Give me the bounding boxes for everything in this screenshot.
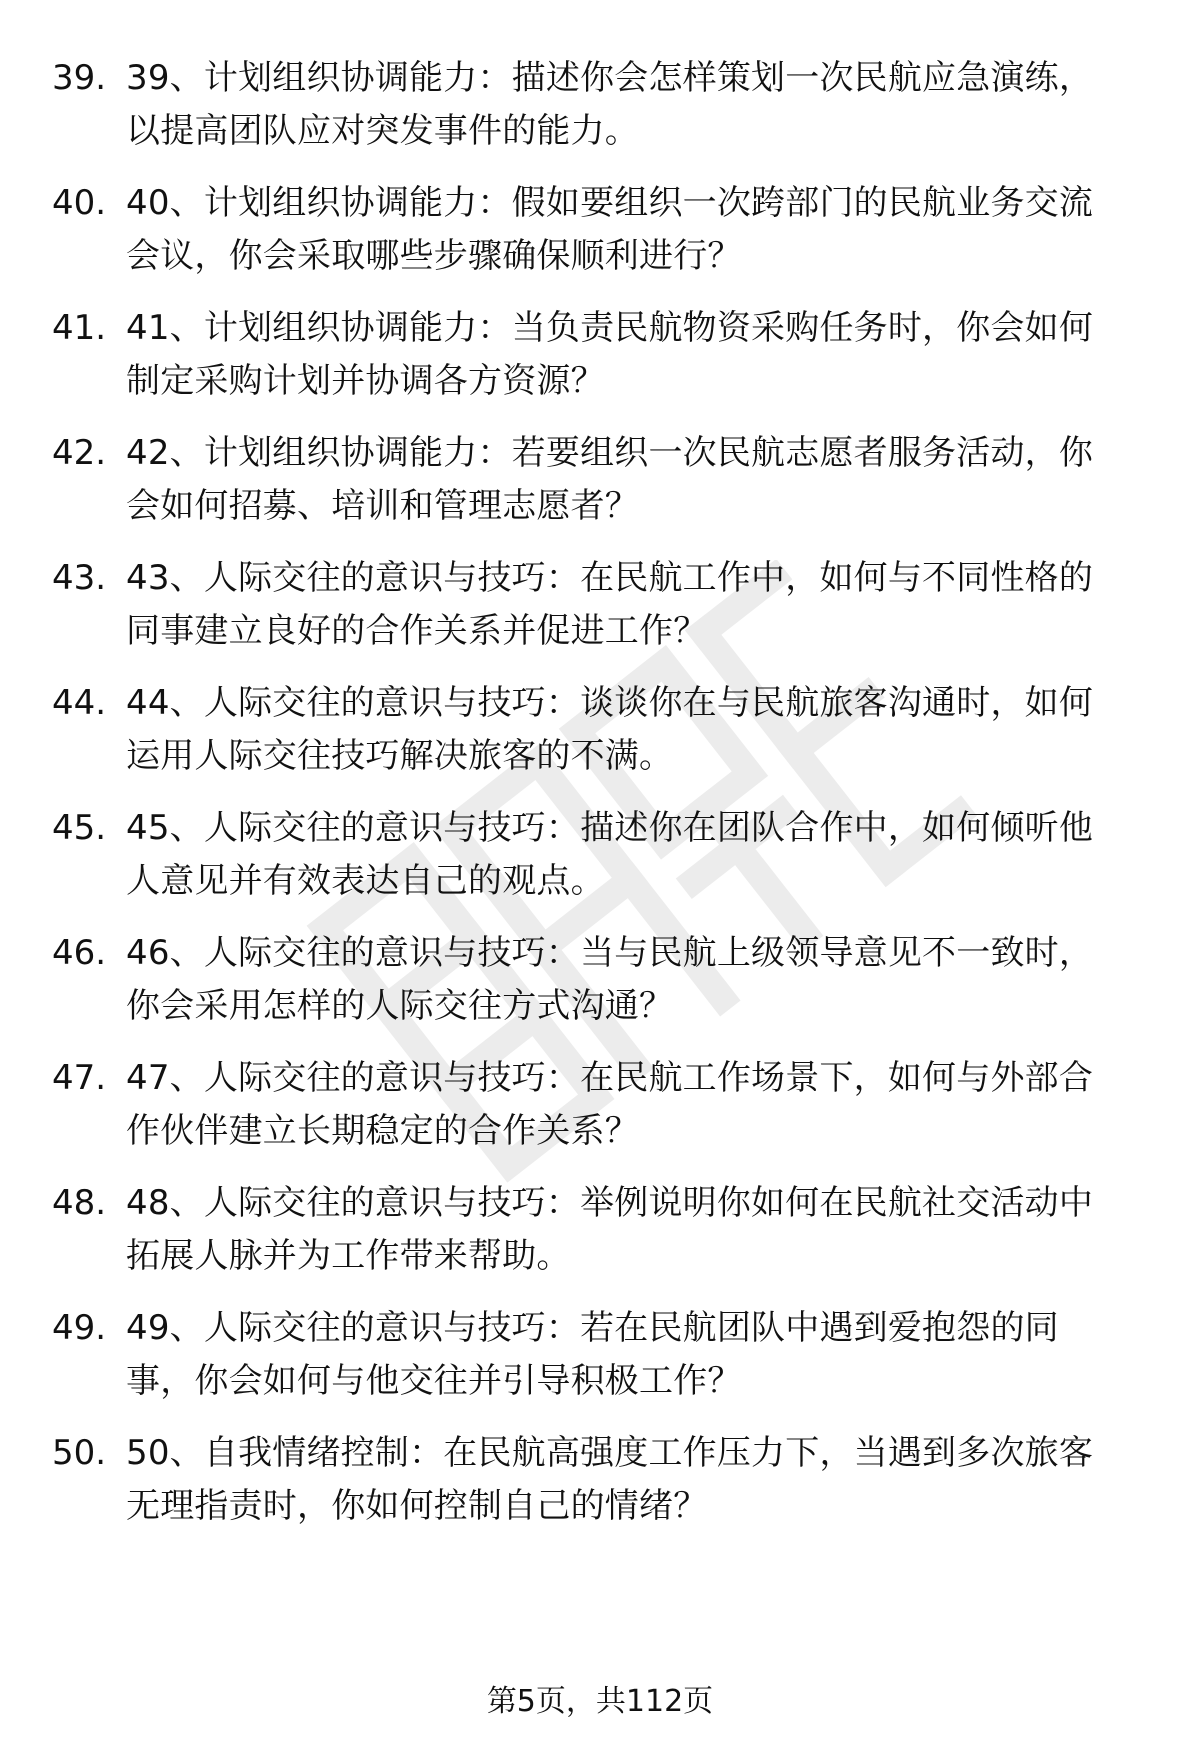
question-text	[126, 552, 1156, 658]
list-item	[0, 1052, 1200, 1177]
question-number: 39.	[52, 58, 107, 98]
question-number: 50.	[52, 1433, 107, 1473]
list-item	[0, 1427, 1200, 1552]
question-line: 运用人际交往技巧解决旅客的不满。	[126, 736, 674, 776]
question-line: 44、人际交往的意识与技巧：谈谈你在与民航旅客沟通时，如何	[126, 683, 1094, 723]
question-line: 会如何招募、培训和管理志愿者？	[126, 486, 639, 526]
question-line: 事，你会如何与他交往并引导积极工作？	[126, 1361, 742, 1401]
question-line: 46、人际交往的意识与技巧：当与民航上级领导意见不一致时，	[126, 933, 1094, 973]
question-number: 42.	[52, 433, 107, 473]
question-line: 50、自我情绪控制：在民航高强度工作压力下，当遇到多次旅客	[126, 1433, 1094, 1473]
question-text	[126, 1177, 1156, 1283]
question-text	[126, 802, 1156, 908]
question-text	[126, 1302, 1156, 1408]
question-text	[126, 302, 1156, 408]
question-line: 人意见并有效表达自己的观点。	[126, 861, 605, 901]
list-item	[0, 1302, 1200, 1427]
page-footer: 第5页，共112页	[486, 1684, 714, 1719]
question-line: 拓展人脉并为工作带来帮助。	[126, 1236, 571, 1276]
question-text	[126, 1052, 1156, 1158]
question-number: 48.	[52, 1183, 107, 1223]
question-line: 你会采用怎样的人际交往方式沟通？	[126, 986, 674, 1026]
question-text	[126, 177, 1156, 283]
question-line: 49、人际交往的意识与技巧：若在民航团队中遇到爱抱怨的同	[126, 1308, 1059, 1348]
list-item	[0, 177, 1200, 302]
question-number: 47.	[52, 1058, 107, 1098]
list-item	[0, 552, 1200, 677]
question-line: 45、人际交往的意识与技巧：描述你在团队合作中，如何倾听他	[126, 808, 1094, 848]
question-line: 41、计划组织协调能力：当负责民航物资采购任务时，你会如何	[126, 308, 1094, 348]
question-line: 40、计划组织协调能力：假如要组织一次跨部门的民航业务交流	[126, 183, 1094, 223]
list-item	[0, 802, 1200, 927]
question-text	[126, 427, 1156, 533]
question-number: 44.	[52, 683, 107, 723]
question-number: 46.	[52, 933, 107, 973]
list-item	[0, 302, 1200, 427]
question-line: 42、计划组织协调能力：若要组织一次民航志愿者服务活动，你	[126, 433, 1094, 473]
question-line: 以提高团队应对突发事件的能力。	[126, 111, 639, 151]
question-text	[126, 1427, 1156, 1533]
list-item	[0, 52, 1200, 177]
question-line: 同事建立良好的合作关系并促进工作？	[126, 611, 708, 651]
question-line: 制定采购计划并协调各方资源？	[126, 361, 605, 401]
list-item	[0, 677, 1200, 802]
question-list	[0, 52, 1200, 1552]
question-number: 40.	[52, 183, 107, 223]
question-line: 作伙伴建立长期稳定的合作关系？	[126, 1111, 639, 1151]
question-number: 41.	[52, 308, 107, 348]
question-line: 无理指责时，你如何控制自己的情绪？	[126, 1486, 708, 1526]
question-text	[126, 927, 1156, 1033]
question-number: 43.	[52, 558, 107, 598]
list-item	[0, 427, 1200, 552]
question-text	[126, 52, 1156, 158]
question-text	[126, 677, 1156, 783]
question-line: 39、计划组织协调能力：描述你会怎样策划一次民航应急演练，	[126, 58, 1094, 98]
question-number: 45.	[52, 808, 107, 848]
question-line: 43、人际交往的意识与技巧：在民航工作中，如何与不同性格的	[126, 558, 1094, 598]
question-line: 会议，你会采取哪些步骤确保顺利进行？	[126, 236, 742, 276]
list-item	[0, 1177, 1200, 1302]
question-line: 47、人际交往的意识与技巧：在民航工作场景下，如何与外部合	[126, 1058, 1094, 1098]
question-number: 49.	[52, 1308, 107, 1348]
list-item	[0, 927, 1200, 1052]
question-line: 48、人际交往的意识与技巧：举例说明你如何在民航社交活动中	[126, 1183, 1094, 1223]
